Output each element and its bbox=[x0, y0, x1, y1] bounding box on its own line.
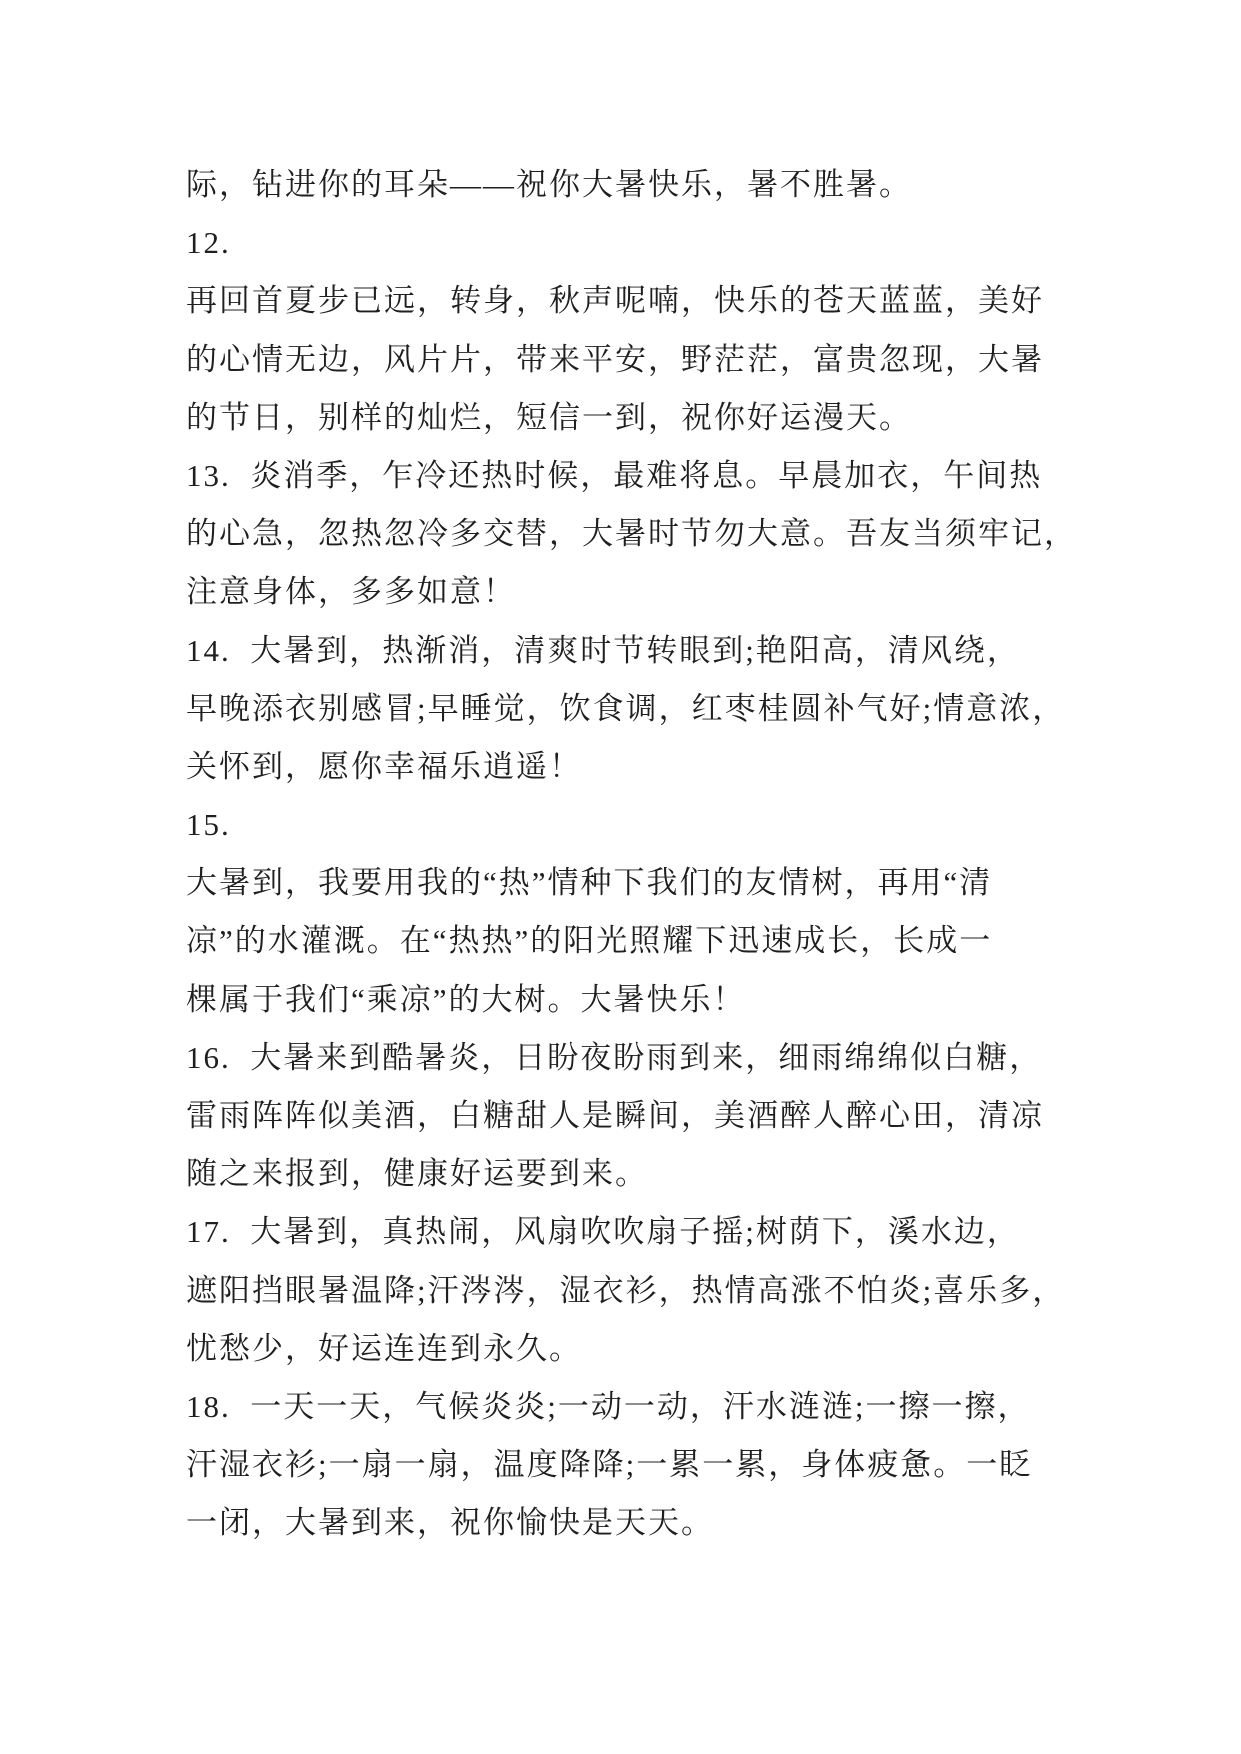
text-line: 一闭，大暑到来，祝你愉快是天天。 bbox=[186, 1505, 714, 1541]
text-line: 早晚添衣别感冒;早睡觉，饮食调，红枣桂圆补气好;情意浓， bbox=[186, 690, 1066, 726]
item-13-line: 13. 炎消季，乍冷还热时候，最难将息。早晨加衣，午间热 bbox=[186, 457, 1043, 493]
item-17-line: 17. 大暑到，真热闹，风扇吹吹扇子摇;树荫下，溪水边， bbox=[186, 1214, 1020, 1250]
text-line: 的心急，忽热忽冷多交替，大暑时节勿大意。吾友当须牢记， bbox=[186, 516, 1077, 552]
text-line: 大暑到，我要用我的“热”情种下我们的友情树，再用“清 bbox=[186, 865, 993, 901]
text-line: 忧愁少，好运连连到永久。 bbox=[186, 1330, 582, 1366]
text-line: 随之来报到，健康好运要到来。 bbox=[186, 1156, 648, 1192]
item-number-15: 15. bbox=[186, 807, 231, 843]
text-line: 关怀到，愿你幸福乐逍遥！ bbox=[186, 748, 582, 784]
text-line: 再回首夏步已远，转身，秋声呢喃，快乐的苍天蓝蓝，美好 bbox=[186, 283, 1044, 319]
text-line: 汗湿衣衫;一扇一扇，温度降降;一累一累，身体疲惫。一眨 bbox=[186, 1447, 1033, 1483]
item-14-line: 14. 大暑到，热渐消，清爽时节转眼到;艳阳高，清风绕， bbox=[186, 632, 1020, 668]
text-line: 雷雨阵阵似美酒，白糖甜人是瞬间，美酒醉人醉心田，清凉 bbox=[186, 1098, 1044, 1133]
item-18-line: 18. 一天一天，气候炎炎;一动一动，汗水涟涟;一擦一擦， bbox=[186, 1388, 1031, 1424]
text-line: 注意身体，多多如意！ bbox=[186, 574, 516, 610]
text-line: 际，钻进你的耳朵——祝你大暑快乐，暑不胜暑。 bbox=[186, 167, 912, 202]
document-text-block bbox=[186, 156, 1076, 1553]
item-16-line: 16. 大暑来到酷暑炎，日盼夜盼雨到来，细雨绵绵似白糖， bbox=[186, 1039, 1043, 1075]
text-line: 棵属于我们“乘凉”的大树。大暑快乐！ bbox=[186, 981, 746, 1017]
item-number-12: 12. bbox=[186, 225, 231, 261]
text-line: 的心情无边，风片片，带来平安，野茫茫，富贵忽现，大暑 bbox=[186, 341, 1044, 377]
text-line: 凉”的水灌溉。在“热热”的阳光照耀下迅速成长，长成一 bbox=[186, 923, 993, 959]
text-line: 遮阳挡眼暑温降;汗涔涔，湿衣衫，热情高涨不怕炎;喜乐多， bbox=[186, 1272, 1066, 1308]
text-line: 的节日，别样的灿烂，短信一到，祝你好运漫天。 bbox=[186, 399, 912, 435]
